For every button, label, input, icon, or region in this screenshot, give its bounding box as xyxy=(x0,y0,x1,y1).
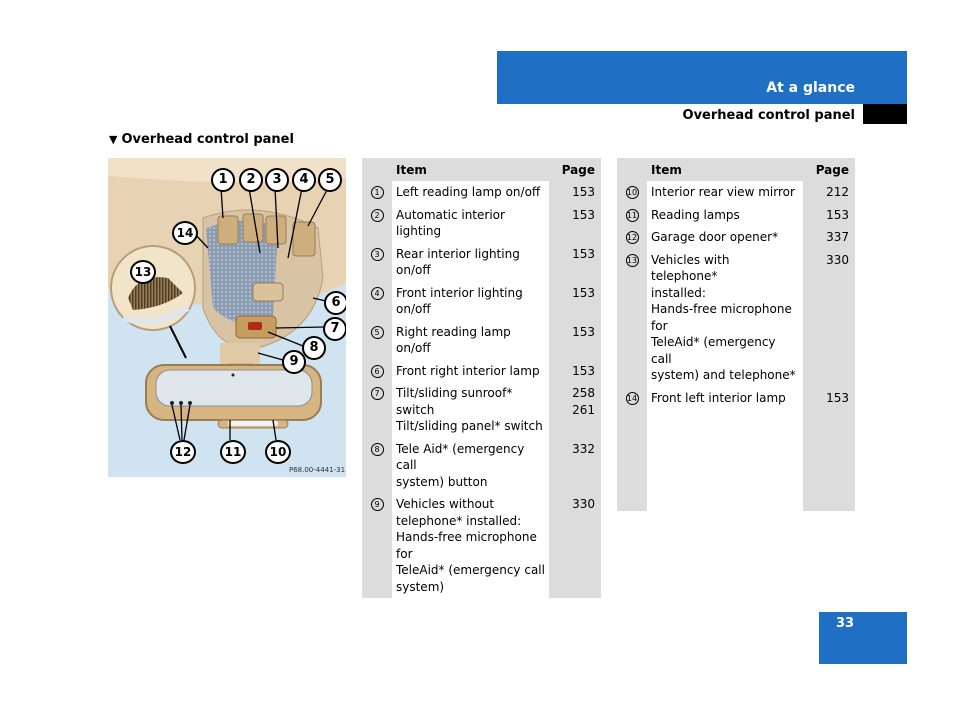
item-page xyxy=(549,493,601,598)
item-description-line: Front right interior lamp xyxy=(396,363,540,378)
item-description xyxy=(647,249,803,387)
item-number: 8 xyxy=(371,443,384,456)
section-title: At a glance xyxy=(766,80,855,96)
item-page xyxy=(549,204,601,243)
overhead-panel-illustration xyxy=(108,158,346,477)
callout-13: 13 xyxy=(130,260,156,284)
item-number: 11 xyxy=(626,210,638,220)
item-page-number: 330 xyxy=(826,252,849,267)
item-number: 4 xyxy=(371,287,384,300)
item-description-line: Tilt/sliding panel* switch xyxy=(396,419,543,433)
item-page-number: 258 xyxy=(572,386,595,400)
item-description-line: Hands-free microphone for xyxy=(396,530,537,561)
figure-caption: P68.00-4441-31 xyxy=(289,466,346,474)
table-row xyxy=(362,321,601,360)
item-page-number: 153 xyxy=(826,390,849,405)
item-description xyxy=(392,438,549,494)
item-number-cell xyxy=(617,204,647,227)
item-number-cell xyxy=(362,243,392,282)
item-number-cell xyxy=(362,321,392,360)
item-description xyxy=(392,282,549,321)
item-number: 14 xyxy=(626,393,638,403)
item-page-number: 153 xyxy=(572,246,595,261)
header-item: Item xyxy=(392,158,549,181)
item-page xyxy=(549,243,601,282)
item-description xyxy=(647,204,803,227)
table-row xyxy=(617,226,855,249)
illustration-svg xyxy=(108,158,346,477)
item-number-cell xyxy=(617,226,647,249)
item-description xyxy=(647,387,803,511)
item-number: 5 xyxy=(371,326,384,339)
item-page-number: 153 xyxy=(572,363,595,378)
item-description-line: system) xyxy=(396,579,445,594)
item-description-line: Reading lamps xyxy=(651,207,740,222)
triangle-icon: ▼ xyxy=(109,133,118,146)
header-item: Item xyxy=(647,158,803,181)
item-number: 9 xyxy=(371,498,384,511)
table-row xyxy=(362,204,601,243)
section-marker xyxy=(863,104,907,124)
item-page xyxy=(549,282,601,321)
item-number-cell xyxy=(362,493,392,598)
item-page-number: 261 xyxy=(572,402,595,417)
callout-7: 7 xyxy=(323,317,346,341)
item-number-cell xyxy=(362,204,392,243)
item-description xyxy=(392,493,549,598)
item-page xyxy=(803,181,855,204)
item-description-line: telephone* installed: xyxy=(396,513,522,528)
table-row xyxy=(362,382,601,438)
item-page xyxy=(549,360,601,383)
item-description-line: Vehicles with telephone* xyxy=(651,252,730,283)
item-number-cell xyxy=(362,181,392,204)
callout-9: 9 xyxy=(282,350,306,374)
item-description-line: Hands-free microphone for xyxy=(651,302,792,333)
item-number: 2 xyxy=(371,209,384,222)
items-table-left xyxy=(362,158,601,598)
header-num xyxy=(617,158,647,181)
page-number: 33 xyxy=(836,616,855,631)
table-header-row xyxy=(362,158,601,181)
callout-14: 14 xyxy=(172,221,198,245)
item-description xyxy=(392,243,549,282)
item-number-cell xyxy=(362,382,392,438)
item-page-number: 330 xyxy=(572,497,595,511)
heading-text: Overhead control panel xyxy=(121,132,294,147)
item-description-line: Rear interior lighting on/off xyxy=(396,246,520,277)
callout-12: 12 xyxy=(170,440,196,464)
item-page-number: 332 xyxy=(572,441,595,456)
item-page xyxy=(803,204,855,227)
item-description xyxy=(392,204,549,243)
table-row xyxy=(362,181,601,204)
callout-3: 3 xyxy=(265,168,289,192)
callout-11: 11 xyxy=(220,440,246,464)
item-number-cell xyxy=(617,181,647,204)
item-description-line: Front interior lighting on/off xyxy=(396,285,523,316)
subsection-title: Overhead control panel xyxy=(682,108,855,123)
item-number: 1 xyxy=(371,186,384,199)
table-row xyxy=(362,360,601,383)
item-description-line: TeleAid* (emergency call xyxy=(651,335,776,366)
item-description-line: Tilt/sliding sunroof* switch xyxy=(396,386,513,417)
item-number-cell xyxy=(617,249,647,387)
item-page xyxy=(549,181,601,204)
callout-2: 2 xyxy=(239,168,263,192)
item-description xyxy=(392,321,549,360)
item-description-line: Left reading lamp on/off xyxy=(396,185,541,199)
callout-5: 5 xyxy=(318,168,342,192)
item-number: 3 xyxy=(371,248,384,261)
item-description-line: Interior rear view mirror xyxy=(651,185,795,199)
item-page-number: 337 xyxy=(826,230,849,244)
item-page xyxy=(803,387,855,511)
header-page: Page xyxy=(803,158,855,181)
table-header-row xyxy=(617,158,855,181)
items-table-right xyxy=(617,158,855,511)
item-page-number: 153 xyxy=(572,285,595,300)
callout-4: 4 xyxy=(292,168,316,192)
item-description xyxy=(392,360,549,383)
item-description-line: Tele Aid* (emergency call xyxy=(396,441,525,472)
item-page-number: 153 xyxy=(572,207,595,222)
table-row xyxy=(617,204,855,227)
table-row xyxy=(362,282,601,321)
item-number-cell xyxy=(617,387,647,511)
item-page-number: 212 xyxy=(826,185,849,199)
header-page: Page xyxy=(549,158,601,181)
item-number-cell xyxy=(362,438,392,494)
header-band xyxy=(497,51,907,104)
item-page xyxy=(803,226,855,249)
table-row xyxy=(362,243,601,282)
item-number-cell xyxy=(362,282,392,321)
item-description-line: system) button xyxy=(396,474,488,489)
callout-1: 1 xyxy=(211,168,235,192)
header-num xyxy=(362,158,392,181)
item-description xyxy=(392,181,549,204)
item-description-line: system) and telephone* xyxy=(651,368,796,382)
item-page-number: 153 xyxy=(826,207,849,222)
callout-6: 6 xyxy=(324,291,346,315)
item-page xyxy=(549,321,601,360)
item-number: 10 xyxy=(626,188,638,197)
item-number: 13 xyxy=(626,255,638,265)
item-number: 7 xyxy=(371,387,384,400)
item-page-number: 153 xyxy=(572,185,595,199)
item-description xyxy=(647,181,803,204)
item-number: 12 xyxy=(626,233,638,242)
item-description-line: Garage door opener* xyxy=(651,230,779,244)
page-number-box xyxy=(819,612,907,664)
table-row xyxy=(362,438,601,494)
item-page-number: 153 xyxy=(572,324,595,339)
item-description-line: Automatic interior lighting xyxy=(396,207,505,238)
table-row xyxy=(617,181,855,204)
item-page xyxy=(803,249,855,387)
table-row xyxy=(617,387,855,511)
item-description xyxy=(392,382,549,438)
callout-10: 10 xyxy=(265,440,291,464)
item-description xyxy=(647,226,803,249)
item-number-cell xyxy=(362,360,392,383)
callout-8: 8 xyxy=(302,336,326,360)
item-description-line: Front left interior lamp xyxy=(651,390,786,405)
item-page xyxy=(549,438,601,494)
table-row xyxy=(617,249,855,387)
page-heading xyxy=(109,132,294,147)
item-number: 6 xyxy=(371,365,384,378)
item-description-line: Vehicles without xyxy=(396,497,495,511)
item-description-line: Right reading lamp on/off xyxy=(396,324,511,355)
item-description-line: installed: xyxy=(651,285,706,300)
item-description-line: TeleAid* (emergency call xyxy=(396,563,545,577)
item-page xyxy=(549,382,601,438)
table-row xyxy=(362,493,601,598)
